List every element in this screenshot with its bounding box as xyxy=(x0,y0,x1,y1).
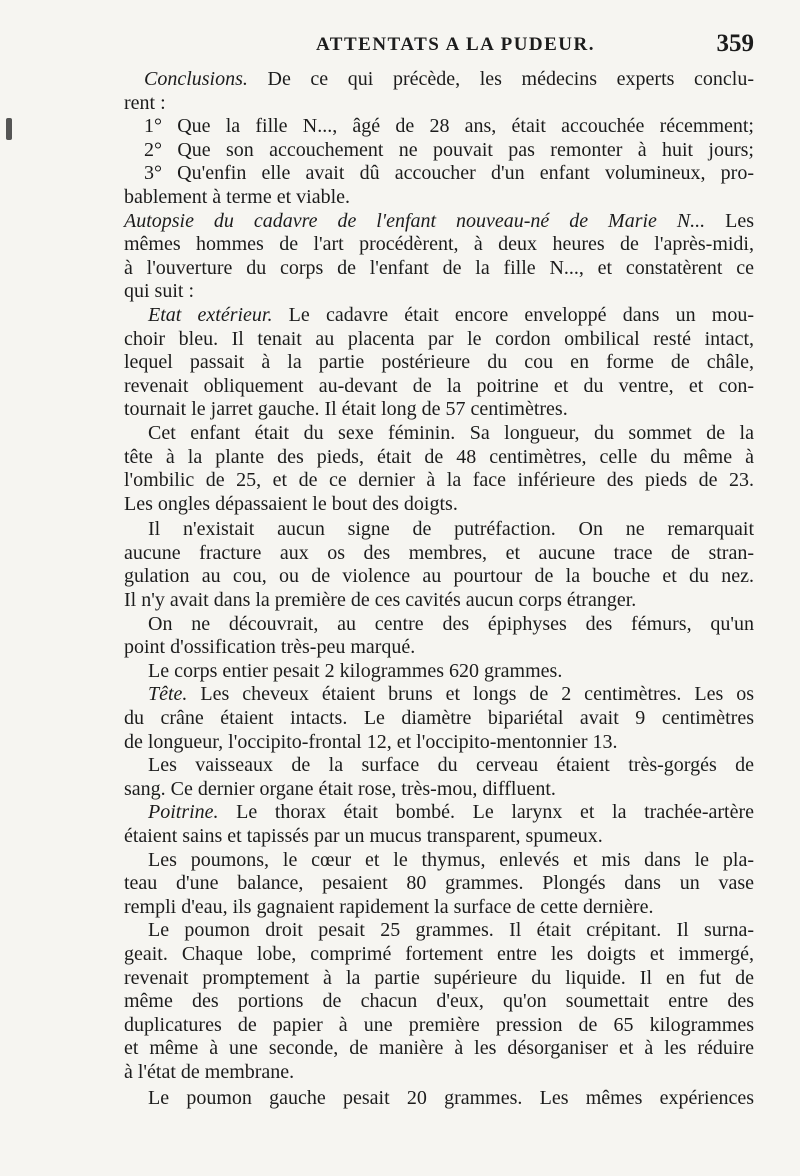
text-line: Les poumons, le cœur et le thymus, enlevés et mis dans le pla- xyxy=(148,848,754,871)
section-label: Etat extérieur. xyxy=(148,303,273,326)
text-line: à l'état de membrane. xyxy=(124,1060,295,1083)
text-line: sang. Ce dernier organe était rose, très-mou, diffluent. xyxy=(124,777,556,800)
text-line: l'ombilic de 25, et de ce dernier à la face inférieure des pieds de 23. xyxy=(124,469,754,492)
text-line: 2° Que son accouchement ne pouvait pas remonter à huit jours; xyxy=(144,138,754,161)
margin-mark xyxy=(6,118,12,140)
text-line: tournait le jarret gauche. Il était long de 57 centimètres. xyxy=(124,398,568,421)
text-line: revenait promptement à la partie supérieure du liquide. Il en fut de xyxy=(124,966,754,989)
text-line: tête à la plante des pieds, était de 48 centimètres, celle du même à xyxy=(124,445,754,468)
text-line: même des portions de chacun d'eux, qu'on soumettait entre des xyxy=(124,990,754,1013)
text-line: Les vaisseaux de la surface du cerveau étaient très-gorgés de xyxy=(148,754,754,777)
text-line: Conclusions. De ce qui précède, les médecins experts conclu- xyxy=(144,68,754,90)
text-line: aucune fracture aux os des membres, et aucune trace de stran- xyxy=(124,541,754,564)
section-label: Conclusions. xyxy=(144,68,248,90)
page-number: 359 xyxy=(716,30,754,57)
section-label: Tête. xyxy=(148,683,188,706)
text-line: rent : xyxy=(124,91,166,114)
text-line: à l'ouverture du corps de l'enfant de la fille N..., et constatèrent ce xyxy=(124,256,754,279)
running-title: ATTENTATS A LA PUDEUR. xyxy=(316,34,595,55)
text-line: Le poumon gauche pesait 20 grammes. Les mêmes expériences xyxy=(148,1086,754,1109)
text-line: revenait obliquement au-devant de la poitrine et du ventre, et con- xyxy=(124,374,754,397)
text-line: geait. Chaque lobe, comprimé fortement entre les doigts et immergé, xyxy=(124,942,754,965)
text-line: de longueur, l'occipito-frontal 12, et l'occipito-mentonnier 13. xyxy=(124,730,618,753)
text-line: Poitrine. Le thorax était bombé. Le larynx et la trachée-artère xyxy=(148,801,754,824)
text-line: point d'ossification très-peu marqué. xyxy=(124,636,416,659)
page-body xyxy=(124,68,754,1110)
text-line: On ne découvrait, au centre des épiphyses des fémurs, qu'un xyxy=(148,612,754,635)
text-line: mêmes hommes de l'art procédèrent, à deux heures de l'après-midi, xyxy=(124,233,754,256)
text-line: Tête. Les cheveux étaient bruns et longs de 2 centimètres. Les os xyxy=(148,683,754,706)
text-line: lequel passait à la partie postérieure du cou en forme de châle, xyxy=(124,351,754,374)
text-line: gulation au cou, ou de violence au pourtour de la bouche et du nez. xyxy=(124,565,754,588)
text-line: teau d'une balance, pesaient 80 grammes. Plongés dans un vase xyxy=(124,872,754,895)
text-line: Les ongles dépassaient le bout des doigts. xyxy=(124,492,458,515)
text-line: 1° Que la fille N..., âgé de 28 ans, était accouchée récemment; xyxy=(144,115,754,138)
text-line: Il n'y avait dans la première de ces cavités aucun corps étranger. xyxy=(124,589,637,612)
text-line: bablement à terme et viable. xyxy=(124,185,351,208)
text-line: du crâne étaient intacts. Le diamètre bipariétal avait 9 centimètres xyxy=(124,707,754,730)
text-line: Le poumon droit pesait 25 grammes. Il était crépitant. Il surna- xyxy=(148,919,754,942)
text-line: et même à une seconde, de manière à les désorganiser et à les réduire xyxy=(124,1037,754,1060)
text-line: Il n'existait aucun signe de putréfaction. On ne remarquait xyxy=(148,518,754,541)
text-line: rempli d'eau, ils gagnaient rapidement la surface de cette dernière. xyxy=(124,895,654,918)
text-line: Le corps entier pesait 2 kilogrammes 620 grammes. xyxy=(148,659,563,682)
text-line: Autopsie du cadavre de l'enfant nouveau-né de Marie N... Les xyxy=(124,209,754,232)
text-line: Etat extérieur. Le cadavre était encore enveloppé dans un mou- xyxy=(148,303,754,326)
text-line: qui suit : xyxy=(124,280,195,303)
text-line: duplicatures de papier à une première pression de 65 kilogrammes xyxy=(124,1013,754,1036)
text-line: Cet enfant était du sexe féminin. Sa longueur, du sommet de la xyxy=(148,421,754,444)
section-label: Autopsie du cadavre de l'enfant nouveau-né de Marie N... xyxy=(124,209,706,232)
text-line: étaient sains et tapissés par un mucus transparent, spumeux. xyxy=(124,825,603,847)
page-header xyxy=(120,30,760,64)
section-label: Poitrine. xyxy=(148,801,219,824)
text-line: 3° Qu'enfin elle avait dû accoucher d'un enfant volumineux, pro- xyxy=(144,162,754,185)
text-line: choir bleu. Il tenait au placenta par le cordon ombilical resté intact, xyxy=(124,327,754,350)
